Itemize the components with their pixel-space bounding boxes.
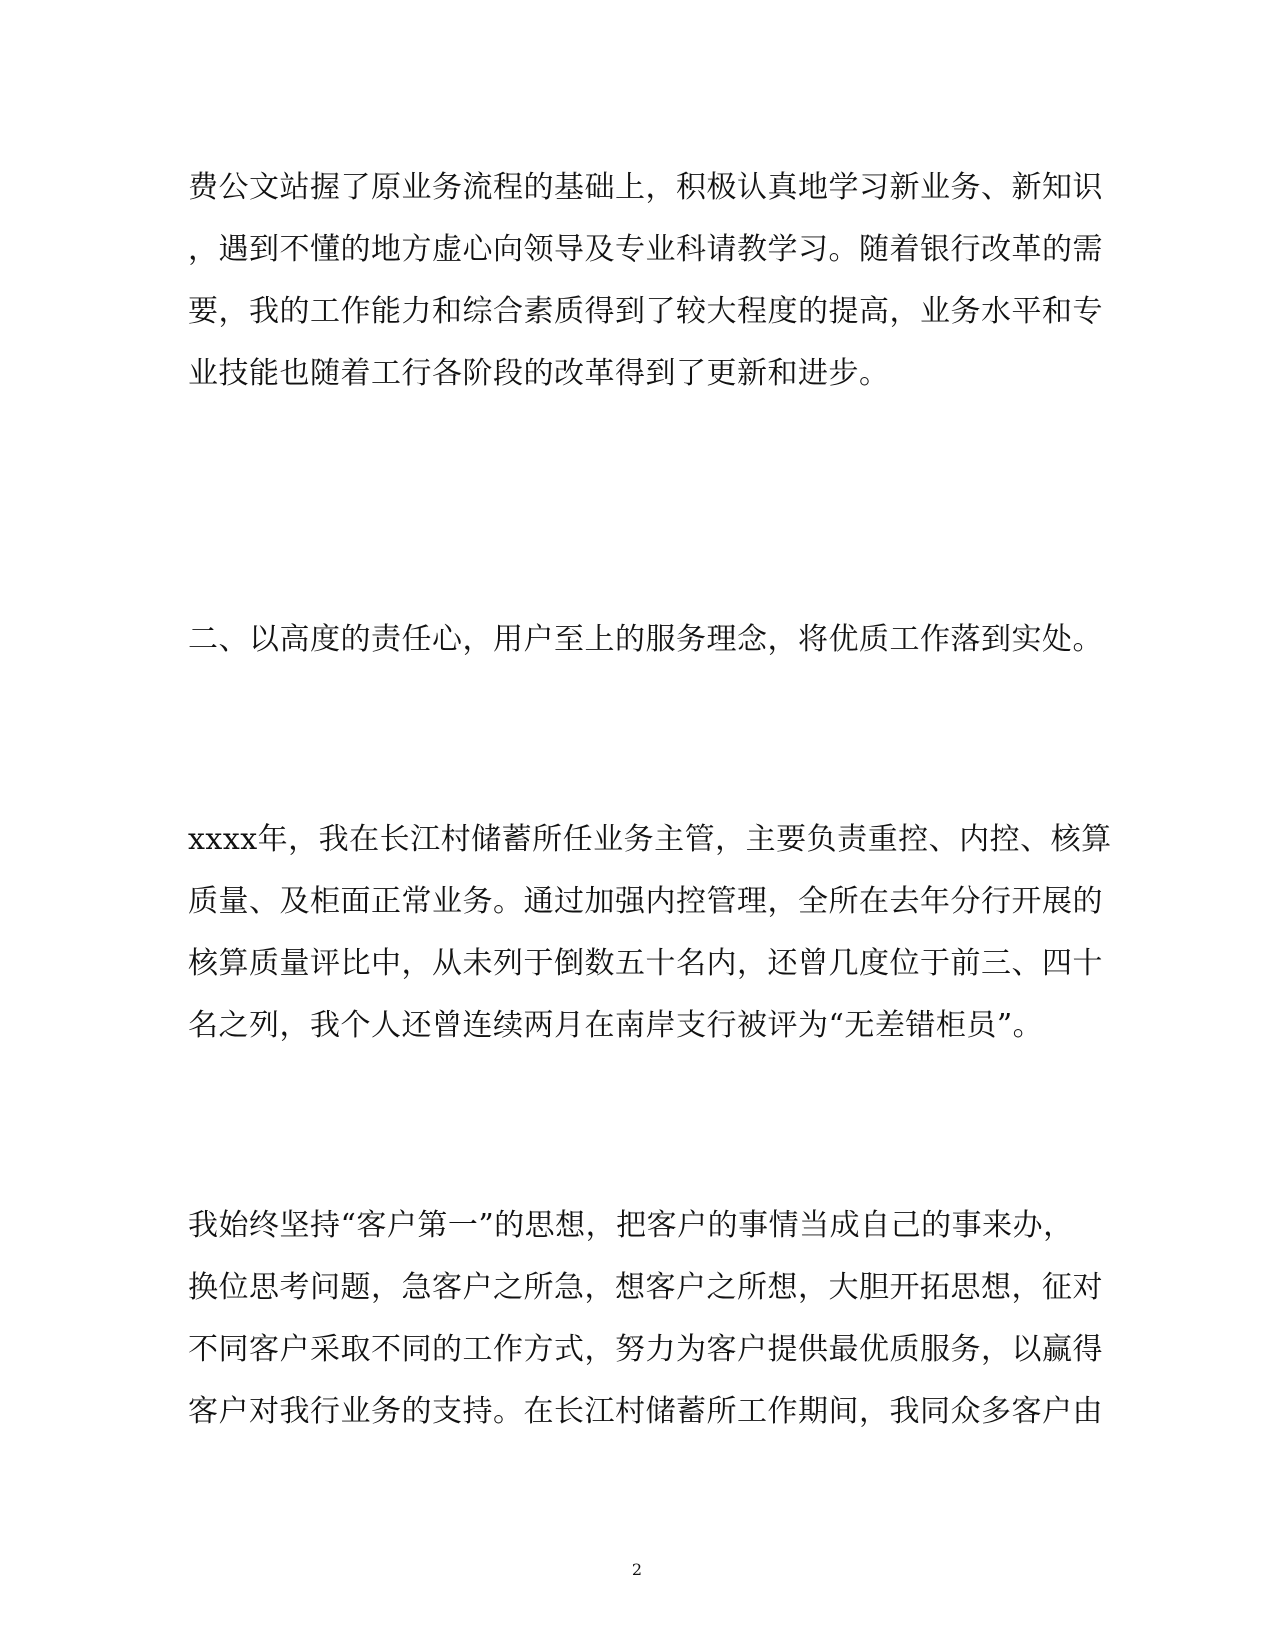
- text-line: ，遇到不懂的地方虚心向领导及专业科请教学习。随着银行改革的需: [188, 232, 1103, 267]
- text-line: 核算质量评比中，从未列于倒数五十名内，还曾几度位于前三、四十: [188, 946, 1103, 981]
- text-line: 我始终坚持“客户第一”的思想，把客户的事情当成自己的事来办，: [188, 1208, 1074, 1243]
- text-line: 换位思考问题，急客户之所急，想客户之所想，大胆开拓思想，征对: [188, 1270, 1103, 1305]
- text-line: 不同客户采取不同的工作方式，努力为客户提供最优质服务，以赢得: [188, 1332, 1103, 1367]
- text-line: 二、以高度的责任心，用户至上的服务理念，将优质工作落到实处。: [188, 622, 1103, 657]
- text-line: 费公文站握了原业务流程的基础上，积极认真地学习新业务、新知识: [188, 170, 1103, 205]
- text-line: 名之列，我个人还曾连续两月在南岸支行被评为“无差错柜员”。: [188, 1008, 1044, 1043]
- text-line: 要，我的工作能力和综合素质得到了较大程度的提高，业务水平和专: [188, 294, 1103, 329]
- text-line: 业技能也随着工行各阶段的改革得到了更新和进步。: [188, 356, 890, 391]
- text-line: xxxx年，我在长江村储蓄所任业务主管，主要负责重控、内控、核算: [188, 822, 1112, 857]
- text-line: 质量、及柜面正常业务。通过加强内控管理，全所在去年分行开展的: [188, 884, 1103, 919]
- text-line: 客户对我行业务的支持。在长江村储蓄所工作期间，我同众多客户由: [188, 1394, 1103, 1429]
- page-number: 2: [631, 1560, 643, 1579]
